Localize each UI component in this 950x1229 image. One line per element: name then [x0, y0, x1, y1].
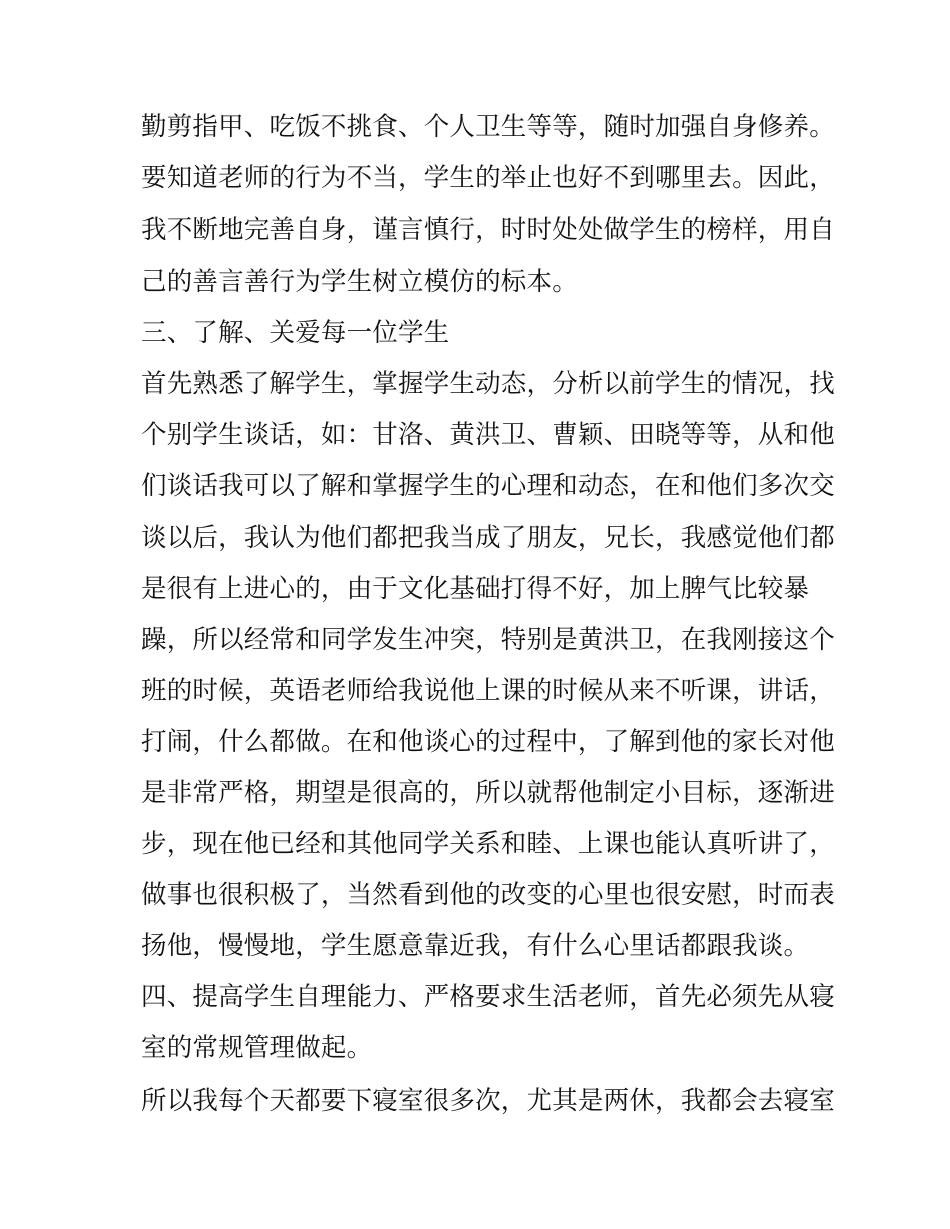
text-line-17: 扬他，慢慢地，学生愿意靠近我，有什么心里话都跟我谈。: [141, 931, 810, 961]
text-line-7: 个别学生谈话，如：甘洛、黄洪卫、曹颖、田晓等等，从和他: [141, 420, 835, 450]
text-line-20: 所以我每个天都要下寝室很多次，尤其是两休，我都会去寝室: [141, 1086, 835, 1116]
text-line-15: 步，现在他已经和其他同学关系和睦、上课也能认真听讲了，: [141, 829, 835, 859]
text-line-6: 首先熟悉了解学生，掌握学生动态，分析以前学生的情况，找: [141, 369, 835, 399]
section-heading-4-continued: 室的常规管理做起。: [141, 1033, 373, 1063]
text-line-10: 是很有上进心的，由于文化基础打得不好，加上脾气比较暴: [141, 574, 810, 604]
text-line-3: 我不断地完善自身，谨言慎行，时时处处做学生的榜样，用自: [141, 215, 835, 245]
text-line-13: 打闹，什么都做。在和他谈心的过程中，了解到他的家长对他: [141, 727, 835, 757]
text-line-11: 躁，所以经常和同学发生冲突，特别是黄洪卫，在我刚接这个: [141, 625, 835, 655]
section-heading-4: 四、提高学生自理能力、严格要求生活老师，首先必须先从寝: [141, 982, 835, 1012]
text-line-14: 是非常严格，期望是很高的，所以就帮他制定小目标，逐渐进: [141, 778, 835, 808]
text-line-4: 己的善言善行为学生树立模仿的标本。: [141, 267, 578, 297]
text-line-2: 要知道老师的行为不当，学生的举止也好不到哪里去。因此，: [141, 163, 835, 193]
text-line-16: 做事也很积极了，当然看到他的改变的心里也很安慰，时而表: [141, 880, 835, 910]
text-line-1: 勤剪指甲、吃饭不挑食、个人卫生等等，随时加强自身修养。: [141, 112, 835, 142]
text-line-9: 谈以后，我认为他们都把我当成了朋友，兄长，我感觉他们都: [141, 523, 835, 553]
section-heading-3: 三、了解、关爱每一位学生: [141, 318, 450, 348]
text-line-8: 们谈话我可以了解和掌握学生的心理和动态，在和他们多次交: [141, 471, 835, 501]
text-line-12: 班的时候，英语老师给我说他上课的时候从来不听课，讲话，: [141, 676, 835, 706]
